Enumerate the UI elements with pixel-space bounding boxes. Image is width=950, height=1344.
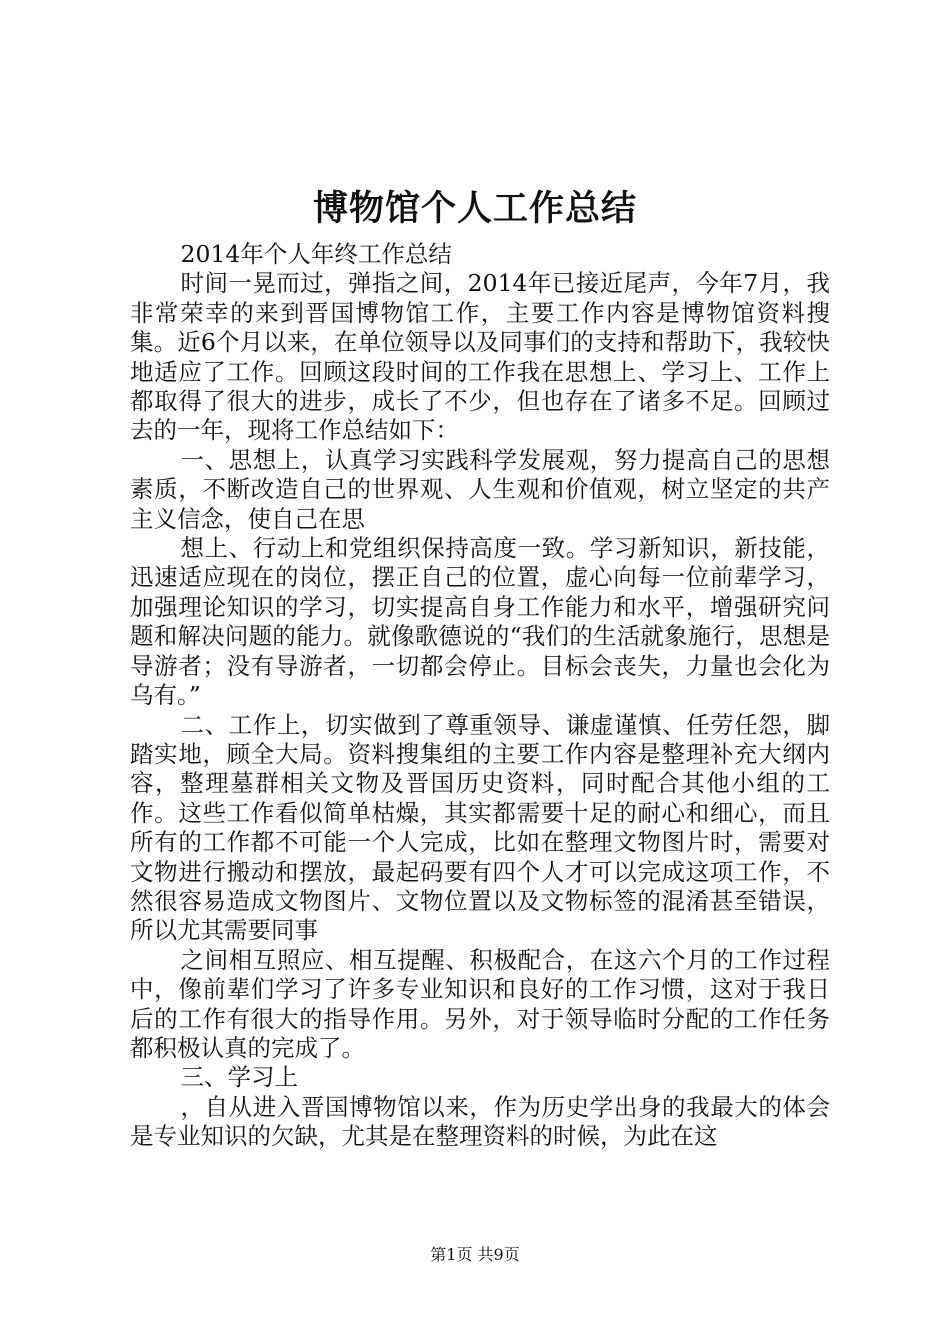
paragraph: 之间相互照应、相互提醒、积极配合，在这六个月的工作过程中，像前辈们学习了许多专业知识和良好的工作习惯，这对于我日后的工作有很大的指导作用。另外，对于领导临时分配的工作任务都积极认真的完成了。: [130, 945, 830, 1062]
page-number-footer: 第1页 共9页: [430, 1245, 520, 1264]
document-body: [130, 240, 830, 1152]
document-title: 博物馆个人工作总结: [312, 188, 637, 229]
paragraph: 时间一晃而过，弹指之间，2014年已接近尾声，今年7月，我非常荣幸的来到晋国博物馆工作，主要工作内容是博物馆资料搜集。近6个月以来，在单位领导以及同事们的支持和帮助下，我较快地适应了工作。回顾这段时间的工作我在思想上、学习上、工作上都取得了很大的进步，成长了不少，但也存在了诸多不足。回顾过去的一年，现将工作总结如下：: [130, 269, 830, 445]
paragraph: 一、思想上，认真学习实践科学发展观，努力提高自己的思想素质，不断改造自己的世界观、人生观和价值观，树立坚定的共产主义信念，使自己在思: [130, 445, 830, 533]
paragraph: 想上、行动上和党组织保持高度一致。学习新知识，新技能，迅速适应现在的岗位，摆正自己的位置，虚心向每一位前辈学习，加强理论知识的学习，切实提高自身工作能力和水平，增强研究问题和解决问题的能力。就像歌德说的“我们的生活就象施行，思想是导游者；没有导游者，一切都会停止。目标会丧失，力量也会化为乌有。”: [130, 534, 830, 710]
paragraph: 三、学习上: [180, 1063, 299, 1092]
paragraph: 2014年个人年终工作总结: [180, 240, 452, 268]
paragraph: ，自从进入晋国博物馆以来，作为历史学出身的我最大的体会是专业知识的欠缺，尤其是在整理资料的时候，为此在这: [130, 1092, 830, 1151]
paragraph: 二、工作上，切实做到了尊重领导、谦虚谨慎、任劳任怨，脚踏实地，顾全大局。资料搜集组的主要工作内容是整理补充大纲内容，整理墓群相关文物及晋国历史资料，同时配合其他小组的工作。这些工作看似简单枯燥，其实都需要十足的耐心和细心，而且所有的工作都不可能一个人完成，比如在整理文物图片时，需要对文物进行搬动和摆放，最起码要有四个人才可以完成这项工作，不然很容易造成文物图片、文物位置以及文物标签的混淆甚至错误，所以尤其需要同事: [130, 710, 830, 945]
